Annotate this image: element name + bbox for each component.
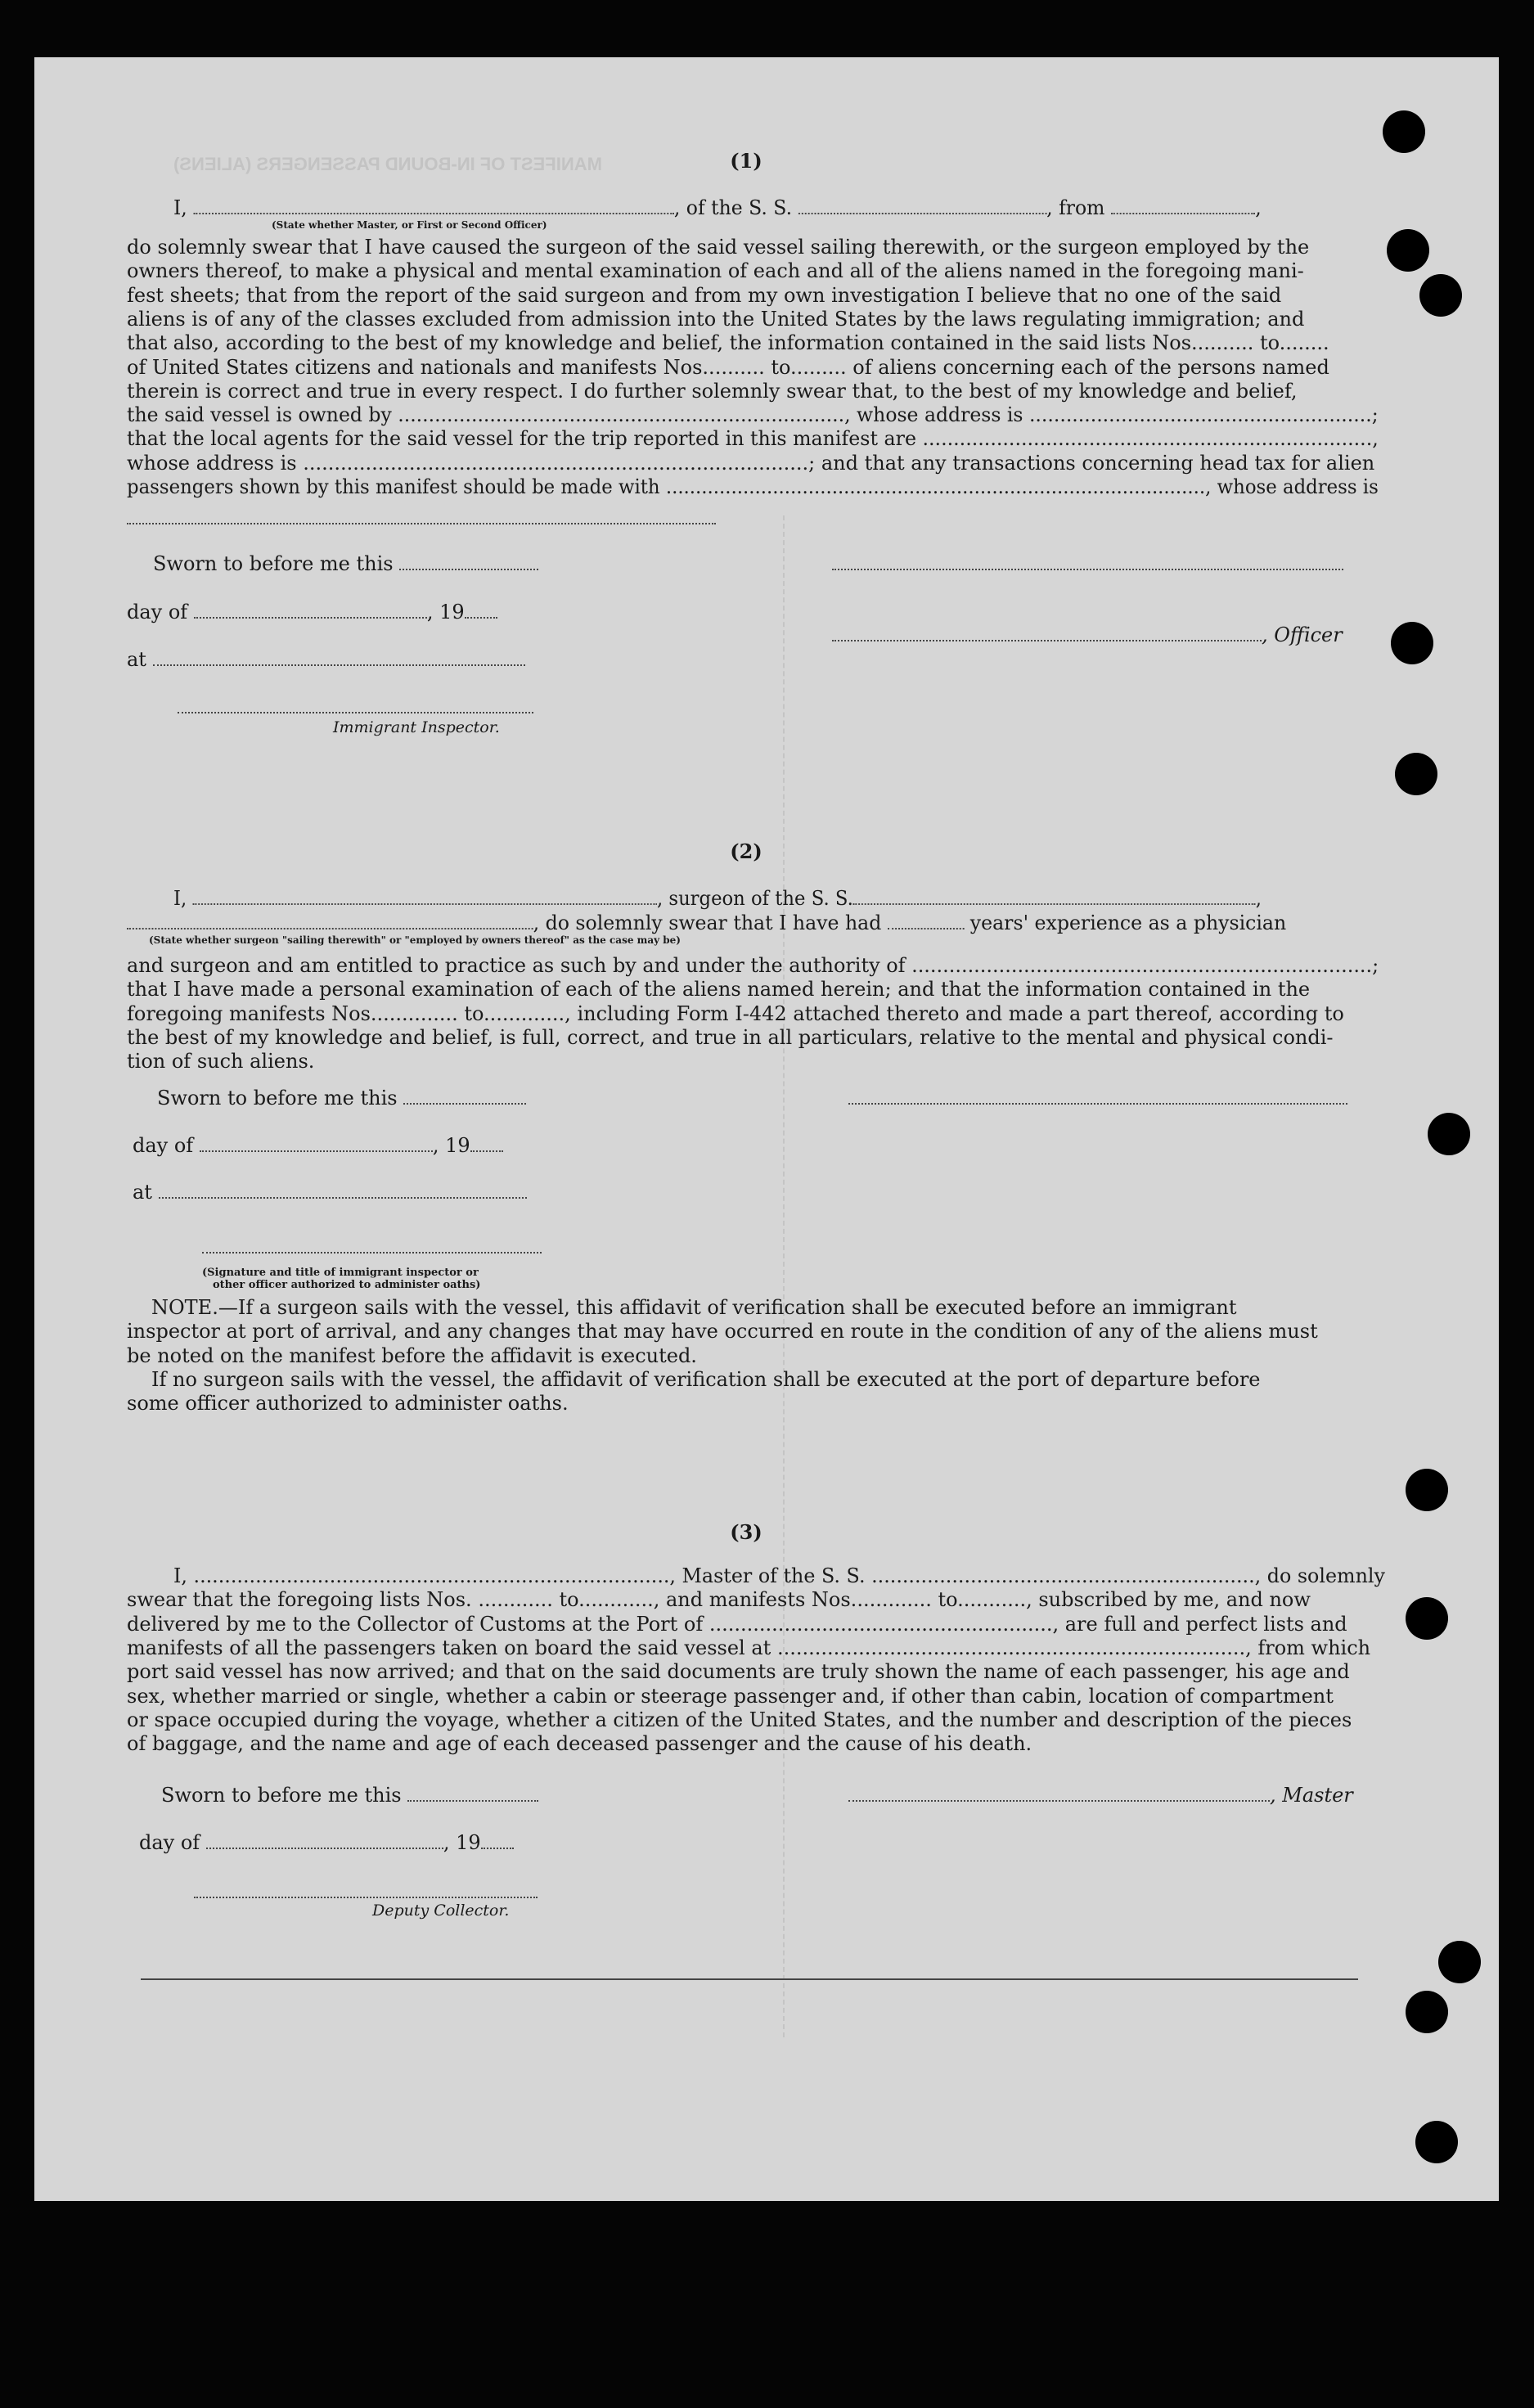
section-2-at (133, 1181, 527, 1204)
text-line: fest sheets; that from the report of the said surgeon and from my own investigation I believe that no one of the said (127, 283, 1282, 307)
section-2-signature-line[interactable] (202, 1252, 542, 1254)
at-blank[interactable] (159, 1182, 527, 1199)
section-3-sworn (161, 1784, 538, 1807)
year-blank[interactable] (470, 1136, 503, 1152)
punch-hole (1387, 229, 1429, 272)
text: , (1255, 887, 1262, 910)
punch-hole (1406, 1991, 1448, 2033)
punch-hole (1395, 753, 1437, 795)
text-line: therein is correct and true in every respect. I do further solemnly swear that, to the best of my knowledge and belief, (127, 379, 1298, 403)
section-1-sig-line-1[interactable] (832, 569, 1343, 570)
punch-hole (1438, 1941, 1481, 1983)
text-line: the best of my knowledge and belief, is full, correct, and true in all particulars, relative to the mental and physical condi- (127, 1025, 1334, 1049)
text: , Officer (1262, 623, 1343, 646)
text-line: NOTE.—If a surgeon sails with the vessel, this affidavit of verification shall be executed before an immigrant (151, 1296, 1237, 1319)
text: Sworn to before me this (161, 1784, 402, 1807)
day-blank[interactable] (200, 1136, 433, 1152)
text-line: sex, whether married or single, whether a cabin or steerage passenger and, if other than cabin, location of compartment (127, 1684, 1334, 1708)
officer-blank[interactable] (832, 625, 1262, 641)
text-line: I, ............................................................................., Master of the S. S. .............................................................., do solemnly (173, 1564, 1385, 1587)
punch-hole (1428, 1113, 1470, 1155)
section-2-day-of (133, 1134, 503, 1157)
day-blank[interactable] (194, 602, 427, 619)
surgeon-signature-line[interactable] (848, 1103, 1347, 1105)
text-line: port said vessel has now arrived; and that on the said documents are truly shown the name of each passenger, his age and (127, 1660, 1350, 1684)
text-line: that also, according to the best of my knowledge and belief, the information contained in the said lists Nos.......... to........ (127, 331, 1329, 355)
section-2-signature-note-1: (Signature and title of immigrant inspector or (202, 1267, 479, 1279)
surgeon-status-blank[interactable] (127, 913, 533, 929)
text-line: and surgeon and am entitled to practice as such by and under the authority of ..........................................................................; (127, 954, 1379, 977)
text: at (127, 648, 146, 671)
section-3-day-of (139, 1831, 514, 1854)
text: , 19 (443, 1831, 481, 1854)
years-blank[interactable] (888, 913, 964, 929)
day-blank[interactable] (206, 1833, 443, 1849)
text: years' experience as a physician (969, 911, 1287, 934)
from-blank[interactable] (1111, 198, 1255, 214)
text-line: inspector at port of arrival, and any changes that may have occurred en route in the condition of any of the aliens must (127, 1320, 1318, 1344)
text-line: some officer authorized to administer oaths. (127, 1392, 569, 1416)
name-blank[interactable] (193, 198, 674, 214)
section-2-number: (2) (730, 839, 763, 863)
vessel-blank[interactable] (798, 198, 1047, 214)
text: day of (127, 601, 188, 623)
text: day of (133, 1134, 194, 1157)
text-line: do solemnly swear that I have caused the surgeon of the said vessel sailing therewith, or the surgeon employed by the (127, 236, 1310, 259)
section-1-address-blank[interactable] (127, 523, 716, 524)
year-blank[interactable] (465, 602, 497, 619)
section-2-status-note: (State whether surgeon "sailing therewith" or "employed by owners thereof" as the case may be) (149, 934, 681, 946)
deputy-label: Deputy Collector. (372, 1902, 510, 1920)
text-line: foregoing manifests Nos.............. to............., including Form I-442 attached thereto and made a part thereof, according to (127, 1001, 1344, 1025)
punch-hole (1391, 622, 1433, 664)
text: day of (139, 1831, 200, 1854)
text-line: that the local agents for the said vessel for the trip reported in this manifest are ........................................................................., (127, 427, 1379, 451)
section-2-oath-line-2 (127, 911, 1286, 934)
at-blank[interactable] (153, 650, 525, 666)
master-signature-blank[interactable] (848, 1785, 1270, 1802)
surgeon-vessel-blank[interactable] (853, 889, 1256, 905)
text-line: swear that the foregoing lists Nos. ............ to............, and manifests Nos............. to..........., subscribed by me, and now (127, 1588, 1311, 1612)
section-2-sworn (157, 1087, 526, 1109)
section-1-day-of (127, 601, 497, 623)
sworn-date-blank[interactable] (407, 1785, 538, 1802)
text-line: passengers shown by this manifest should be made with ..........................................................................................., whose address is (127, 475, 1379, 498)
text-line: of baggage, and the name and age of each deceased passenger and the cause of his death. (127, 1732, 1032, 1756)
text: Sworn to before me this (153, 552, 394, 575)
text: , do solemnly swear that I have had (533, 911, 882, 934)
punch-hole (1406, 1597, 1448, 1640)
inspector-label: Immigrant Inspector. (333, 718, 500, 736)
text-line: tion of such aliens. (127, 1050, 315, 1073)
surgeon-name-blank[interactable] (192, 889, 657, 905)
year-blank[interactable] (481, 1833, 514, 1849)
text: at (133, 1181, 152, 1204)
text-line: If no surgeon sails with the vessel, the affidavit of verification shall be executed at the port of departure before (151, 1367, 1261, 1391)
text-line: aliens is of any of the classes excluded from admission into the United States by the laws regulating immigration; and (127, 307, 1305, 331)
text: I, (173, 196, 187, 219)
text-line: of United States citizens and nationals and manifests Nos.......... to......... of aliens concerning each of the persons named (127, 355, 1329, 379)
text: , 19 (432, 1134, 470, 1157)
section-1-officer (832, 623, 1343, 646)
text-line: that I have made a personal examination of each of the aliens named herein; and that the information contained in the (127, 978, 1311, 1001)
form-page (34, 57, 1499, 2201)
punch-hole (1383, 110, 1425, 153)
section-2-signature-note-2: other officer authorized to administer oaths) (213, 1279, 481, 1291)
bleed-through-rule (783, 515, 785, 2037)
sworn-date-blank[interactable] (399, 554, 538, 570)
text-line: or space occupied during the voyage, whether a citizen of the United States, and the number and description of the pieces (127, 1708, 1352, 1731)
text-line: be noted on the manifest before the affidavit is executed. (127, 1344, 697, 1367)
text: , Master (1270, 1784, 1353, 1807)
punch-hole (1419, 274, 1462, 317)
inspector-signature-line[interactable] (178, 712, 533, 713)
section-3-master (848, 1784, 1353, 1807)
text: I, (173, 887, 187, 910)
bleed-through-title: MANIFEST OF IN-BOUND PASSENGERS (ALIENS) (173, 154, 602, 174)
text: , (1255, 196, 1262, 219)
text-line: delivered by me to the Collector of Customs at the Port of ......................................................., are full and perfect lists and (127, 1612, 1347, 1636)
text: , 19 (426, 601, 465, 623)
punch-hole (1406, 1469, 1448, 1511)
punch-hole (1415, 2121, 1458, 2163)
section-3-number: (3) (730, 1520, 763, 1544)
section-1-rank-note: (State whether Master, or First or Second Officer) (272, 219, 547, 231)
text: Sworn to before me this (157, 1087, 398, 1109)
section-2-oath-line-1 (173, 887, 1262, 910)
text-line: manifests of all the passengers taken on board the said vessel at ..........................................................................., from which (127, 1636, 1371, 1659)
section-1-sworn (153, 552, 538, 575)
section-1-at (127, 648, 525, 671)
text-line: the said vessel is owned by ........................................................................., whose address is ........................................................; (127, 403, 1379, 427)
section-1-number: (1) (730, 149, 763, 173)
text: , of the S. S. (673, 196, 793, 219)
section-1-oath-line (173, 196, 1262, 219)
text-line: whose address is .................................................................................; and that any transactions concerning head tax for alien (127, 451, 1375, 475)
text: , from (1046, 196, 1105, 219)
text-line: owners thereof, to make a physical and mental examination of each and all of the aliens named in the foregoing mani- (127, 259, 1304, 283)
sworn-date-blank[interactable] (403, 1088, 526, 1105)
bottom-rule (141, 1978, 1358, 1980)
text: , surgeon of the S. S. (656, 887, 853, 910)
deputy-signature-line[interactable] (194, 1897, 538, 1898)
